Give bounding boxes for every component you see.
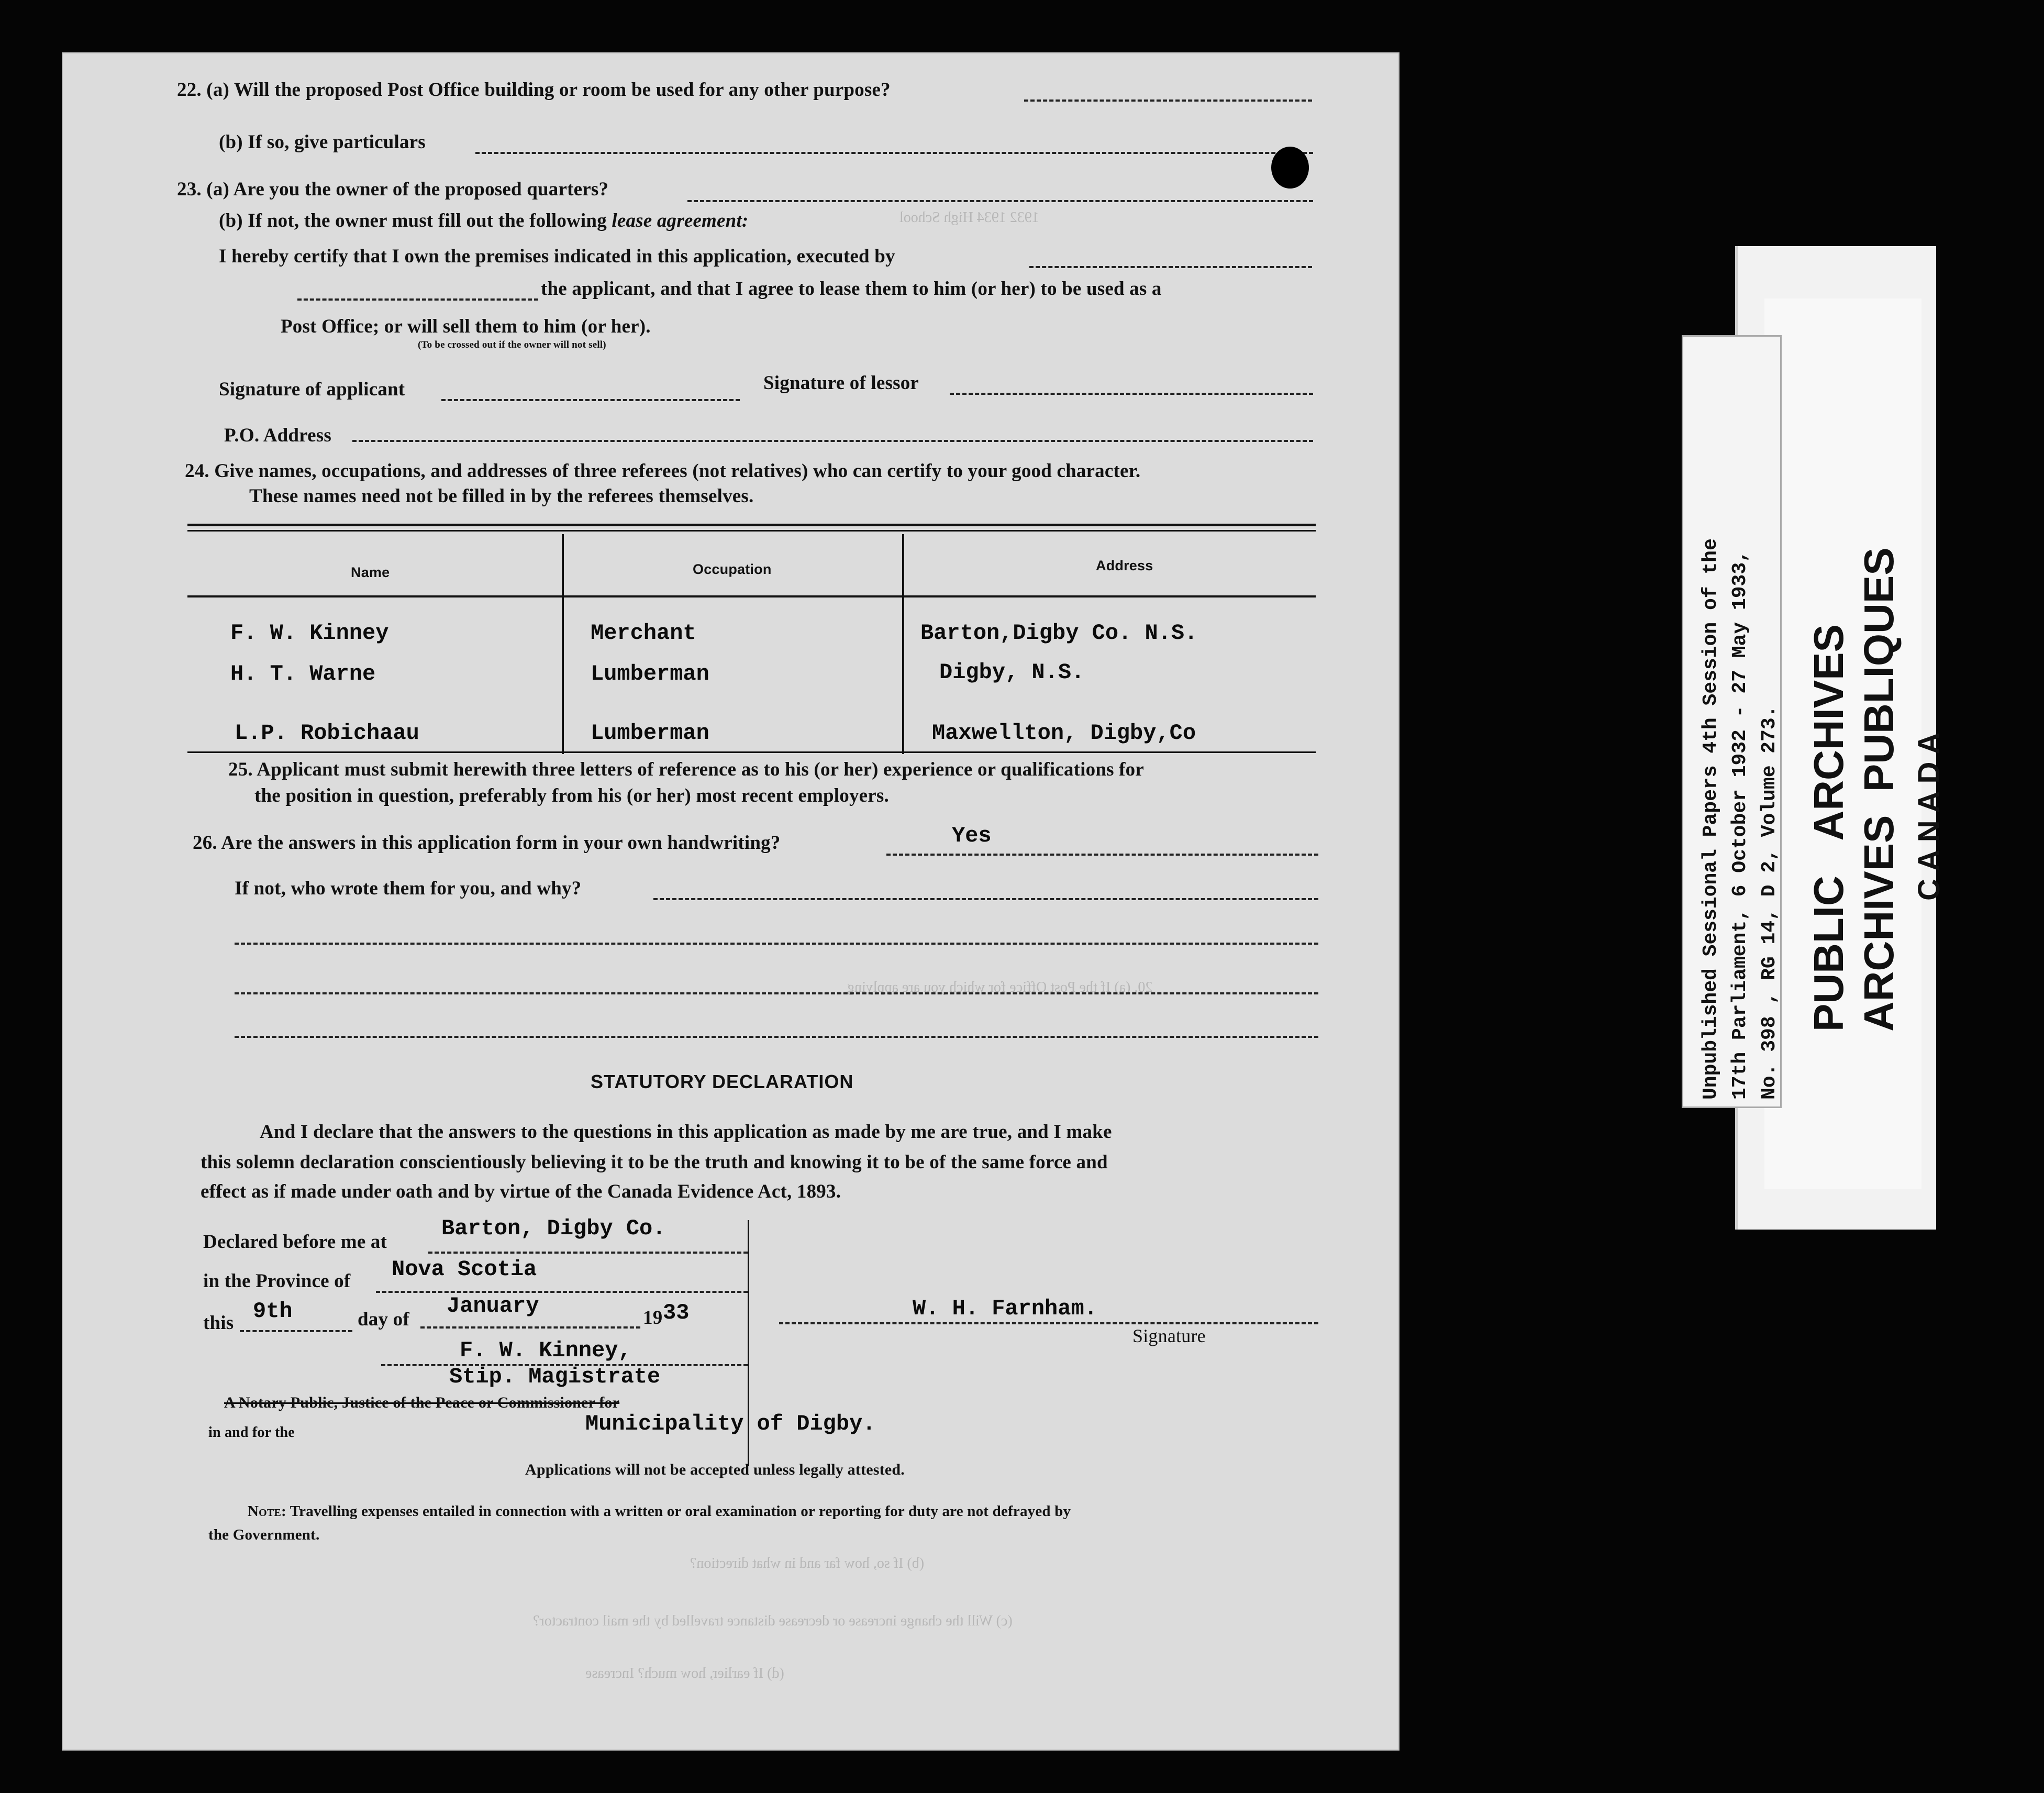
signature-value: W. H. Farnham. [913,1296,1097,1321]
month-value: January [447,1293,539,1319]
q26-extra-line[interactable] [235,943,1318,945]
table-rule-top [187,524,1316,526]
this-label: this [203,1312,234,1334]
applicant-name-line[interactable] [297,298,538,301]
q26-if-not: If not, who wrote them for you, and why? [235,878,582,899]
referee-address: Barton,Digby Co. N.S. [920,621,1198,646]
ink-blot [1271,147,1309,189]
q22a-text: 22. (a) Will the proposed Post Office building or room be used for any other purpose? [177,79,891,101]
table-rule-bottom [187,751,1316,753]
declaration-line2: this solemn declaration conscientiously believing it to be the truth and knowing it to be of the same force and [201,1152,1108,1173]
declared-label: Declared before me at [203,1231,387,1253]
table-col-divider [562,534,564,754]
referee-name: L.P. Robichaau [235,721,419,746]
q22b-answer-line[interactable] [475,152,1313,154]
officer-title: Stip. Magistrate [449,1364,661,1389]
referee-occupation: Lumberman [591,661,709,687]
q23-certify-text: I hereby certify that I own the premises indicated in this application, executed by [219,246,895,267]
in-and-for-label: in and for the [208,1424,295,1441]
referee-name: F. W. Kinney [230,621,389,646]
notary-line: A Notary Public, Justice of the Peace or Commissioner for [224,1394,620,1411]
table-col-divider [902,534,904,754]
q25-line1: 25. Applicant must submit herewith three letters of reference as to his (or her) experience or qualifications for [228,759,1144,780]
q26-extra-line[interactable] [235,1036,1318,1038]
province-value: Nova Scotia [392,1257,537,1282]
archive-citation [1696,538,1784,1100]
q25-line2: the position in question, preferably from his (or her) most recent employers. [254,785,889,806]
po-address-line[interactable] [352,440,1313,442]
note-line1: Note: Travelling expenses entailed in connection with a written or oral examination or reporting for duty are not defrayed by [248,1503,1071,1520]
archive-citation-line2: 17th Parliament, 6 October 1932 - 27 May 1933, [1729,550,1751,1100]
bleed-through: 20. (a) If the Post Office for which you are applying [847,979,1153,995]
q24-line2: These names need not be filled in by the referees themselves. [249,485,754,507]
archive-stamp-line1: PUBLIC ARCHIVES [1805,624,1852,1032]
table-rule-top2 [187,530,1316,532]
sig-applicant-line[interactable] [441,399,740,401]
month-line[interactable] [420,1326,640,1329]
q26-answer: Yes [952,823,992,848]
officer-name: F. W. Kinney, [460,1338,631,1363]
q23a-answer-line[interactable] [687,200,1313,202]
q23b-text: (b) If not, the owner must fill out the following lease agreement: [219,210,749,231]
declared-value: Barton, Digby Co. [441,1216,666,1241]
form-page [62,52,1399,1751]
day-line[interactable] [240,1330,352,1332]
table-header-name: Name [351,565,390,580]
signature-label: Signature [1132,1325,1206,1346]
signature-line[interactable] [779,1322,1318,1324]
q23a-text: 23. (a) Are you the owner of the proposed quarters? [177,179,609,200]
archive-citation-line1: Unpublished Sessional Papers 4th Session of the [1699,538,1722,1100]
referee-address: Maxwellton, Digby,Co [932,721,1196,746]
municipality-value: Municipality of Digby. [585,1411,876,1436]
referee-occupation: Merchant [591,621,696,646]
day-of-label: day of [358,1309,409,1330]
year-prefix: 19 [643,1307,663,1329]
province-line[interactable] [376,1291,748,1293]
q26-answer-line[interactable] [886,854,1318,856]
q22b-text: (b) If so, give particulars [219,131,426,153]
table-header-address: Address [1096,558,1153,573]
bleed-through: 1932 1934 High School [899,209,1039,226]
q24-line1: 24. Give names, occupations, and addresses of three referees (not relatives) who can certify to your good character. [185,460,1141,482]
referee-address: Digby, N.S. [939,660,1085,685]
bleed-through: (d) If earlier, how much? Increase [585,1665,784,1681]
sig-applicant-label: Signature of applicant [219,379,405,400]
crossed-note: (To be crossed out if the owner will not sell) [418,339,606,350]
declaration-line3: effect as if made under oath and by virtue of the Canada Evidence Act, 1893. [201,1181,841,1202]
archive-stamp-line2: ARCHIVES PUBLIQUES [1856,547,1902,1032]
table-header-occupation: Occupation [693,561,772,577]
sig-lessor-line[interactable] [950,393,1313,395]
declaration-line1: And I declare that the answers to the questions in this application as made by me are true, and I make [260,1121,1112,1143]
q26-if-not-line[interactable] [653,898,1318,900]
archive-citation-line3: No. 398 , RG 14, D 2, Volume 273. [1758,705,1781,1100]
table-rule-header [187,595,1316,597]
archive-stamp [1804,547,1954,1032]
province-label: in the Province of [203,1270,351,1292]
note-line2: the Government. [208,1526,320,1543]
q26-question: 26. Are the answers in this application form in your own handwriting? [193,832,781,854]
sig-lessor-label: Signature of lessor [763,372,919,394]
bleed-through: (b) If so, how far and in what direction? [690,1555,925,1571]
q22a-answer-line[interactable] [1024,99,1312,102]
q26-extra-line[interactable] [235,992,1318,994]
po-address-label: P.O. Address [224,425,331,446]
q23-post-office-text: Post Office; or will sell them to him (or her). [281,316,651,337]
bleed-through: (c) Will the change increase or decrease distance travelled by the mail contractor? [533,1613,1013,1629]
declaration-title: STATUTORY DECLARATION [591,1071,854,1092]
attested-text: Applications will not be accepted unless legally attested. [525,1461,905,1478]
referee-name: H. T. Warne [230,661,376,687]
declared-line[interactable] [428,1252,748,1254]
day-value: 9th [253,1299,293,1324]
q23-applicant-text: the applicant, and that I agree to lease them to him (or her) to be used as a [541,278,1162,300]
year-value: 33 [663,1300,690,1325]
archive-stamp-canada: CANADA [1912,725,1946,901]
referee-occupation: Lumberman [591,721,709,746]
executed-by-line[interactable] [1029,266,1312,268]
